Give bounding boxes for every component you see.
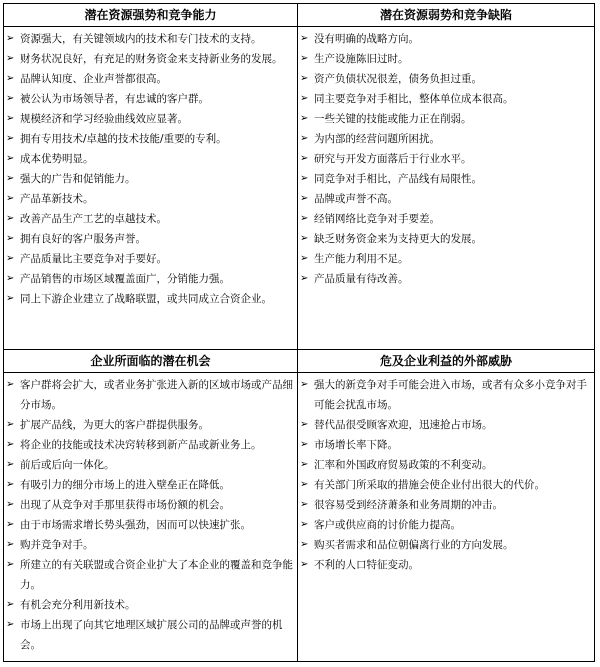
list-item xyxy=(300,29,590,49)
list-item xyxy=(6,595,293,615)
bullet-arrow-icon: ➢ xyxy=(6,599,15,610)
bullet-arrow-icon: ➢ xyxy=(6,379,15,390)
list-item-text: 产品质量有待改善。 xyxy=(314,273,409,285)
list-item-text: 财务状况良好，有充足的财务资金来支持新业务的发展。 xyxy=(20,53,283,65)
strengths-quadrant xyxy=(4,4,298,350)
list-item-text: 一些关键的技能或能力正在削弱。 xyxy=(314,113,472,125)
list-item-text: 成本优势明显。 xyxy=(20,153,94,165)
list-item xyxy=(300,229,590,249)
list-item xyxy=(300,475,590,495)
list-item-text: 产品质量比主要竞争对手要好。 xyxy=(20,253,167,265)
list-item xyxy=(300,515,590,535)
list-item xyxy=(6,129,293,149)
list-item xyxy=(6,615,293,655)
list-item xyxy=(300,209,590,229)
list-item xyxy=(300,535,590,555)
list-item-text: 拥有专用技术/卓越的技术技能/重要的专利。 xyxy=(20,133,227,145)
list-item xyxy=(300,455,590,475)
list-item xyxy=(300,375,590,415)
bullet-arrow-icon: ➢ xyxy=(300,439,309,450)
list-item-text: 汇率和外国政府贸易政策的不利变动。 xyxy=(314,459,493,471)
list-item xyxy=(6,109,293,129)
list-item xyxy=(6,269,293,289)
bullet-arrow-icon: ➢ xyxy=(6,459,15,470)
threats-title: 危及企业利益的外部威胁 xyxy=(298,350,594,373)
list-item-text: 产品革新技术。 xyxy=(20,193,94,205)
bullet-arrow-icon: ➢ xyxy=(6,153,15,164)
bullet-arrow-icon: ➢ xyxy=(300,479,309,490)
list-item-text: 购买者需求和品位朝偏离行业的方向发展。 xyxy=(314,539,514,551)
bullet-arrow-icon: ➢ xyxy=(300,273,309,284)
list-item-text: 强大的广告和促销能力。 xyxy=(20,173,136,185)
list-item xyxy=(300,415,590,435)
list-item-text: 有关部门所采取的措施会使企业付出很大的代价。 xyxy=(314,479,545,491)
list-item-text: 所建立的有关联盟或合资企业扩大了本企业的覆盖和竞争能力。 xyxy=(20,559,293,591)
bullet-arrow-icon: ➢ xyxy=(6,93,15,104)
list-item-text: 产品销售的市场区域覆盖面广，分销能力强。 xyxy=(20,273,230,285)
list-item xyxy=(6,415,293,435)
list-item xyxy=(6,29,293,49)
bullet-arrow-icon: ➢ xyxy=(300,73,309,84)
list-item-text: 有吸引力的细分市场上的进入壁垒正在降低。 xyxy=(20,479,230,491)
bullet-arrow-icon: ➢ xyxy=(6,539,15,550)
list-item-text: 经销网络比竞争对手要差。 xyxy=(314,213,440,225)
list-item xyxy=(300,555,590,575)
list-item-text: 市场增长率下降。 xyxy=(314,439,398,451)
list-item-text: 研究与开发方面落后于行业水平。 xyxy=(314,153,472,165)
weaknesses-title: 潜在资源弱势和竞争缺陷 xyxy=(298,4,594,27)
list-item xyxy=(300,189,590,209)
list-item xyxy=(300,109,590,129)
list-item xyxy=(6,49,293,69)
list-item xyxy=(6,555,293,595)
list-item-text: 出现了从竞争对手那里获得市场份额的机会。 xyxy=(20,499,230,511)
list-item-text: 生产能力利用不足。 xyxy=(314,253,409,265)
bullet-arrow-icon: ➢ xyxy=(300,459,309,470)
bullet-arrow-icon: ➢ xyxy=(6,113,15,124)
bullet-arrow-icon: ➢ xyxy=(300,419,309,430)
bullet-arrow-icon: ➢ xyxy=(300,53,309,64)
bullet-arrow-icon: ➢ xyxy=(300,193,309,204)
bullet-arrow-icon: ➢ xyxy=(6,293,15,304)
bullet-arrow-icon: ➢ xyxy=(300,519,309,530)
bullet-arrow-icon: ➢ xyxy=(6,419,15,430)
list-item-text: 品牌认知度、企业声誉都很高。 xyxy=(20,73,167,85)
list-item-text: 扩展产品线，为更大的客户群提供服务。 xyxy=(20,419,209,431)
list-item-text: 缺乏财务资金来为支持更大的发展。 xyxy=(314,233,482,245)
bullet-arrow-icon: ➢ xyxy=(6,559,15,570)
bullet-arrow-icon: ➢ xyxy=(300,499,309,510)
list-item xyxy=(6,455,293,475)
list-item xyxy=(6,475,293,495)
opportunities-quadrant xyxy=(4,350,298,661)
list-item xyxy=(300,169,590,189)
bullet-arrow-icon: ➢ xyxy=(6,273,15,284)
list-item xyxy=(6,535,293,555)
list-item-text: 同主要竞争对手相比，整体单位成本很高。 xyxy=(314,93,514,105)
list-item xyxy=(6,89,293,109)
bullet-arrow-icon: ➢ xyxy=(6,213,15,224)
bullet-arrow-icon: ➢ xyxy=(300,133,309,144)
bullet-arrow-icon: ➢ xyxy=(300,93,309,104)
weaknesses-list xyxy=(298,27,594,289)
bullet-arrow-icon: ➢ xyxy=(300,173,309,184)
bullet-arrow-icon: ➢ xyxy=(300,153,309,164)
opportunities-title: 企业所面临的潜在机会 xyxy=(4,350,297,373)
list-item-text: 客户群将会扩大，或者业务扩张进入新的区域市场或产品细分市场。 xyxy=(20,379,293,411)
bullet-arrow-icon: ➢ xyxy=(6,253,15,264)
bullet-arrow-icon: ➢ xyxy=(6,53,15,64)
bullet-arrow-icon: ➢ xyxy=(6,619,15,630)
list-item-text: 强大的新竞争对手可能会进入市场，或者有众多小竞争对手可能会扰乱市场。 xyxy=(314,379,587,411)
list-item-text: 同上下游企业建立了战略联盟，或共同成立合资企业。 xyxy=(20,293,272,305)
list-item-text: 很容易受到经济萧条和业务周期的冲击。 xyxy=(314,499,503,511)
bullet-arrow-icon: ➢ xyxy=(6,173,15,184)
list-item xyxy=(6,495,293,515)
list-item xyxy=(6,515,293,535)
list-item-text: 前后或后向一体化。 xyxy=(20,459,115,471)
bullet-arrow-icon: ➢ xyxy=(6,193,15,204)
list-item-text: 将企业的技能或技术决窍转移到新产品或新业务上。 xyxy=(20,439,262,451)
list-item-text: 替代品很受顾客欢迎，迅速抢占市场。 xyxy=(314,419,493,431)
list-item xyxy=(300,435,590,455)
strengths-title: 潜在资源强势和竞争能力 xyxy=(4,4,297,27)
list-item xyxy=(6,249,293,269)
list-item xyxy=(300,129,590,149)
list-item-text: 为内部的经营问题所困扰。 xyxy=(314,133,440,145)
bullet-arrow-icon: ➢ xyxy=(6,519,15,530)
list-item xyxy=(300,249,590,269)
list-item xyxy=(6,229,293,249)
bullet-arrow-icon: ➢ xyxy=(300,539,309,550)
list-item xyxy=(300,149,590,169)
bullet-arrow-icon: ➢ xyxy=(300,379,309,390)
list-item-text: 同竞争对手相比，产品线有局限性。 xyxy=(314,173,482,185)
list-item xyxy=(300,49,590,69)
weaknesses-quadrant xyxy=(298,4,594,350)
list-item-text: 拥有良好的客户服务声誉。 xyxy=(20,233,146,245)
bullet-arrow-icon: ➢ xyxy=(6,479,15,490)
bullet-arrow-icon: ➢ xyxy=(300,559,309,570)
list-item xyxy=(6,149,293,169)
list-item xyxy=(300,495,590,515)
bullet-arrow-icon: ➢ xyxy=(6,233,15,244)
list-item-text: 资产负债状况很差，债务负担过重。 xyxy=(314,73,482,85)
list-item xyxy=(6,289,293,309)
bullet-arrow-icon: ➢ xyxy=(6,499,15,510)
bullet-arrow-icon: ➢ xyxy=(6,33,15,44)
threats-quadrant xyxy=(298,350,594,661)
list-item xyxy=(6,435,293,455)
list-item-text: 品牌或声誉不高。 xyxy=(314,193,398,205)
list-item-text: 客户或供应商的讨价能力提高。 xyxy=(314,519,461,531)
bullet-arrow-icon: ➢ xyxy=(300,33,309,44)
list-item xyxy=(6,209,293,229)
strengths-list xyxy=(4,27,297,309)
swot-table xyxy=(3,3,595,662)
list-item-text: 没有明确的战略方向。 xyxy=(314,33,419,45)
list-item xyxy=(6,69,293,89)
list-item-text: 资源强大，有关键领域内的技术和专门技术的支持。 xyxy=(20,33,262,45)
bullet-arrow-icon: ➢ xyxy=(300,113,309,124)
list-item xyxy=(300,89,590,109)
list-item-text: 有机会充分利用新技术。 xyxy=(20,599,136,611)
list-item-text: 购并竞争对手。 xyxy=(20,539,94,551)
list-item-text: 由于市场需求增长势头强劲，因而可以快速扩张。 xyxy=(20,519,251,531)
list-item-text: 改善产品生产工艺的卓越技术。 xyxy=(20,213,167,225)
threats-list xyxy=(298,373,594,575)
bullet-arrow-icon: ➢ xyxy=(6,73,15,84)
list-item xyxy=(6,169,293,189)
bullet-arrow-icon: ➢ xyxy=(300,253,309,264)
list-item-text: 被公认为市场领导者，有忠诚的客户群。 xyxy=(20,93,209,105)
bullet-arrow-icon: ➢ xyxy=(300,233,309,244)
list-item-text: 规模经济和学习经验曲线效应显著。 xyxy=(20,113,188,125)
opportunities-list xyxy=(4,373,297,655)
list-item xyxy=(6,375,293,415)
list-item-text: 不利的人口特征变动。 xyxy=(314,559,419,571)
bullet-arrow-icon: ➢ xyxy=(6,439,15,450)
list-item xyxy=(300,69,590,89)
list-item-text: 市场上出现了向其它地理区域扩展公司的品牌或声誉的机会。 xyxy=(20,619,283,651)
list-item-text: 生产设施陈旧过时。 xyxy=(314,53,409,65)
list-item xyxy=(6,189,293,209)
bullet-arrow-icon: ➢ xyxy=(300,213,309,224)
bullet-arrow-icon: ➢ xyxy=(6,133,15,144)
list-item xyxy=(300,269,590,289)
